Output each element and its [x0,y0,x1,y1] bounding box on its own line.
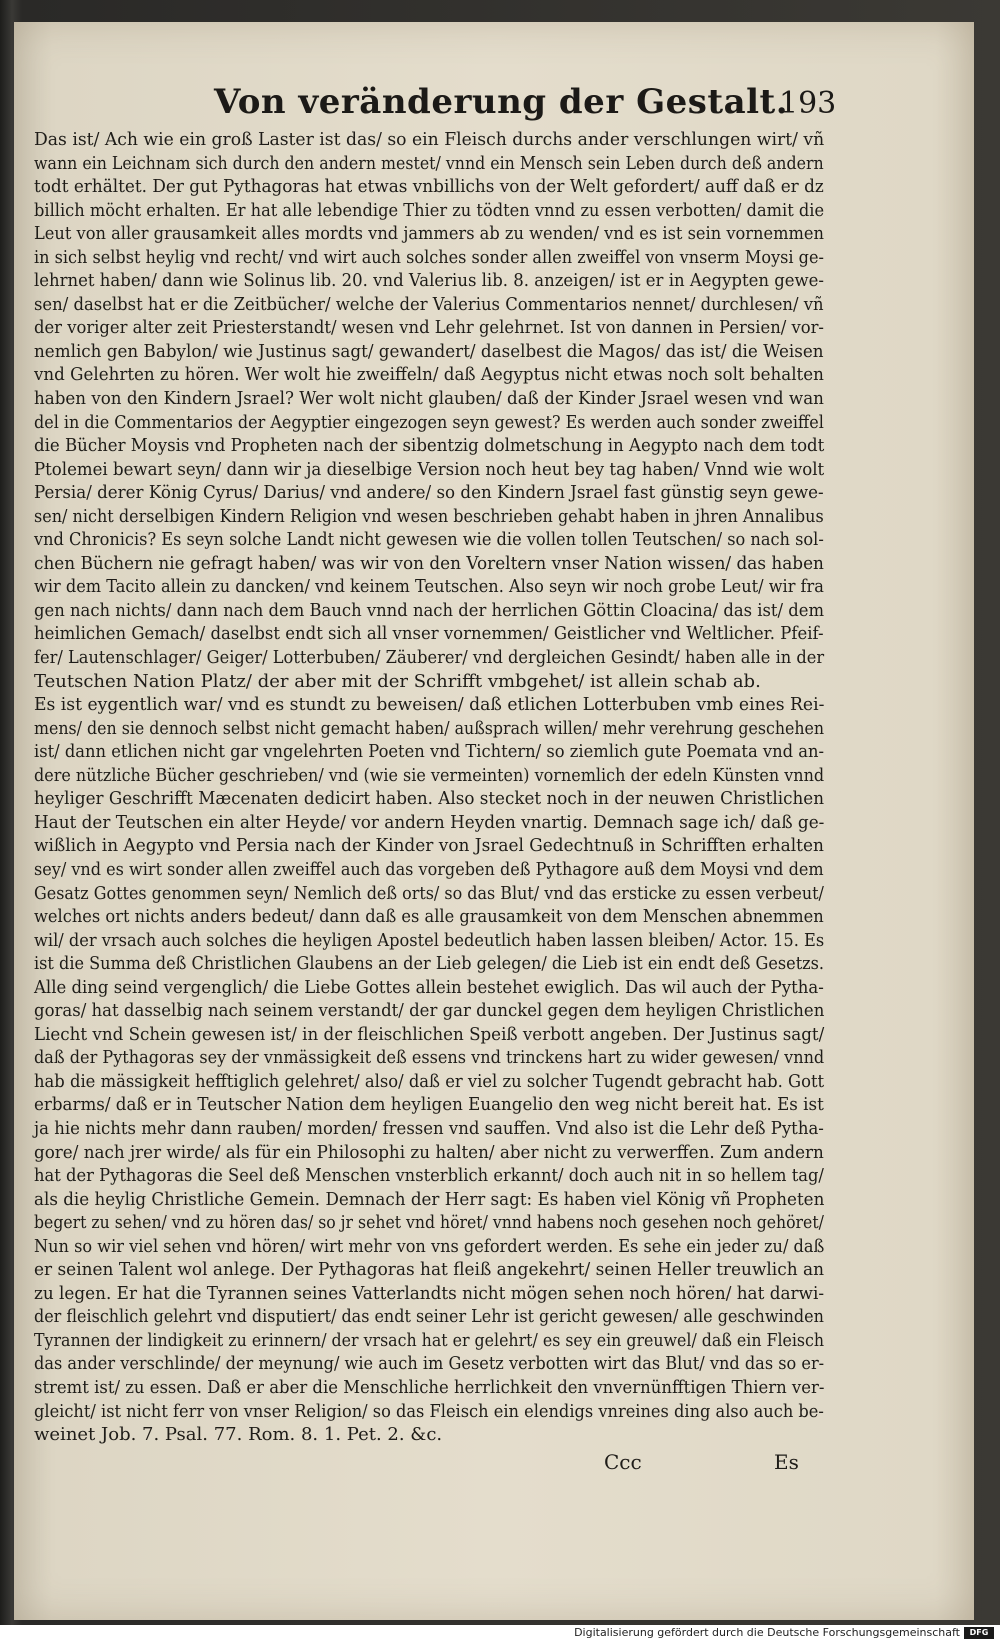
text-line: fer/ Lautenschlager/ Geiger/ Lotterbuben/ Zäuberer/ vnd dergleichen Gesindt/ haben alle in der [34,647,825,669]
text-line: er seinen Talent wol anlege. Der Pythagoras hat fleiß angekehrt/ seinen Heller treuwlich an [34,1259,824,1281]
footer-bar [0,1625,1000,1641]
text-line: Tyrannen der lindigkeit zu erinnern/ der vrsach hat er gelehrt/ es sey ein greuwel/ daß ein Fleisch [34,1329,825,1351]
text-line: welches ort nichts anders bedeut/ dann daß es alle grausamkeit von dem Menschen abnemmen [34,906,824,928]
text-line: Ptolemei bewart seyn/ dann wir ja dieselbige Version noch heut bey tag haben/ Vnnd wie wolt [34,458,825,480]
dfg-logo: DFG [964,1627,994,1639]
text-line: lehrnet haben/ dann wie Solinus lib. 20. vnd Valerius lib. 8. anzeigen/ ist er in Aegypten gewe- [34,270,825,292]
text-line: sen/ daselbst hat er die Zeitbücher/ welche der Valerius Commentarios nennet/ durchlesen/ vñ [34,293,824,315]
text-line: billich möcht erhalten. Er hat alle lebendige Thier zu tödten vnnd zu essen verbotten/ damit die [34,199,825,221]
text-line: Es ist eygentlich war/ vnd es stundt zu beweisen/ daß etlichen Lotterbuben vmb eines Rei- [34,694,825,716]
text-line: weinet Job. 7. Psal. 77. Rom. 8. 1. Pet. 2. &c. [34,1424,443,1446]
text-line: wir dem Tacito allein zu dancken/ vnd keinem Teutschen. Also seyn wir noch grobe Leut/ wir fra [34,576,824,598]
text-line: chen Büchern nie gefragt haben/ was wir von den Voreltern vnser Nation wissen/ das haben [34,552,824,574]
text-line: heimlichen Gemach/ daselbst endt sich all vnser vornemmen/ Geistlicher vnd Weltlicher. Pfeif- [34,623,824,645]
book-page [14,22,974,1620]
text-line: ja hie nichts mehr dann rauben/ morden/ fressen vnd sauffen. Vnd also ist die Lehr deß Pytha- [34,1117,824,1139]
text-line: dere nützliche Bücher geschrieben/ vnd (wie sie vermeinten) vornemlich der edeln Künsten vnnd [34,764,825,786]
signature-mark: Ccc [604,1450,642,1474]
text-line: hab die mässigkeit hefftiglich gelehret/ also/ daß er viel zu solcher Tugendt gebracht hab. Gott [34,1070,825,1092]
catchword: Es [774,1450,799,1474]
text-line: die Bücher Moysis vnd Propheten nach der sibentzig dolmetschung in Aegypto nach dem todt [34,435,825,457]
text-line: Leut von aller grausamkeit alles mordts vnd jammers ab zu wenden/ vnd es ist sein vornemmen [34,223,824,245]
running-title: Von veränderung der Gestalt. [214,82,789,122]
text-line: Nun so wir viel sehen vnd hören/ wirt mehr von vns gefordert werden. Es sehe ein jeder zu/ daß [34,1235,825,1257]
text-line: begert zu sehen/ vnd zu hören das/ so jr sehet vnd höret/ vnnd habens noch gesehen noch gehöret/ [34,1212,824,1234]
footer-credit: Digitalisierung gefördert durch die Deutsche Forschungsgemeinschaft [574,1626,960,1639]
text-line: erbarms/ daß er in Teutscher Nation dem heyligen Euangelio den weg nicht bereit hat. Es ist [34,1094,824,1116]
text-line: vnd Chronicis? Es seyn solche Landt nicht gewesen wie die vollen tollen Teutschen/ so nach sol- [34,529,824,551]
text-line: sen/ nicht derselbigen Kindern Religion vnd wesen beschrieben gehabt haben in jhren Annalibus [34,505,824,527]
text-line: nemlich gen Babylon/ wie Justinus sagt/ gewandert/ daselbest die Magos/ das ist/ die Weisen [34,340,824,362]
text-line: haben von den Kindern Jsrael? Wer wolt nicht glauben/ daß der Kinder Jsrael wesen vnd wan [34,388,824,410]
text-line: sey/ vnd es wirt sonder allen zweiffel auch das vorgeben deß Pythagore auß dem Moysi vnd dem [34,858,824,880]
page-header [214,82,837,130]
text-line: daß der Pythagoras sey der vnmässigkeit deß essens vnd trinckens hart zu wider gewesen/ vnnd [34,1047,825,1069]
text-line: das ander verschlinde/ der meynung/ wie auch im Gesetz verbotten wirt das Blut/ vnd das so er- [34,1353,825,1375]
text-line: gore/ nach jrer wirde/ als für ein Philosophi zu halten/ aber nicht zu verwerffen. Zum andern [34,1141,824,1163]
text-line: Haut der Teutschen ein alter Heyde/ vor andern Heyden vnartig. Demnach sage ich/ daß ge- [34,811,825,833]
text-line: heyliger Geschrifft Mæcenaten dedicirt haben. Also stecket noch in der neuwen Christlichen [34,788,824,810]
text-line: ist die Summa deß Christlichen Glaubens an der Lieb gelegen/ die Lieb ist ein endt deß Gesetzs. [34,953,825,975]
text-line: Teutschen Nation Platz/ der aber mit der Schrifft vmbgehet/ ist allein schab ab. [34,670,761,692]
text-line: Persia/ derer König Cyrus/ Darius/ vnd andere/ so den Kindern Jsrael fast günstig seyn gewe- [34,482,824,504]
text-line: stremt ist/ zu essen. Daß er aber die Menschliche herrlichkeit den vnvernünfftigen Thiern ver- [34,1376,825,1398]
text-line: wißlich in Aegypto vnd Persia nach der Kinder von Jsrael Gedechtnuß in Schrifften erhalten [34,835,824,857]
text-line: wann ein Leichnam sich durch den andern mestet/ vnnd ein Mensch sein Leben durch deß andern [34,152,824,174]
text-line: gen nach nichts/ dann nach dem Bauch vnnd nach der herrlichen Göttin Cloacina/ das ist/ dem [34,599,824,621]
text-line: Liecht vnd Schein gewesen ist/ in der fleischlichen Speiß verbott angeben. Der Justinus sagt/ [34,1023,825,1045]
text-line: del in die Commentarios der Aegyptier eingezogen seyn gewest? Es werden auch sonder zweiffel [34,411,824,433]
catchwords [604,1450,834,1480]
text-line: todt erhältet. Der gut Pythagoras hat etwas vnbillichs von der Welt gefordert/ auff daß er dz [34,176,824,198]
text-line: gleicht/ ist nicht ferr von vnser Religion/ so das Fleisch ein elendigs vnreines ding also auch be- [34,1400,824,1422]
text-line: vnd Gelehrten zu hören. Wer wolt hie zweiffeln/ daß Aegyptus nicht etwas noch solt behalten [34,364,824,386]
text-line: Gesatz Gottes genommen seyn/ Nemlich deß orts/ so das Blut/ vnd das ersticke zu essen verbeut/ [34,882,824,904]
page-number: 193 [779,86,837,121]
text-line: wil/ der vrsach auch solches die heyligen Apostel bedeutlich haben lassen bleiben/ Actor. 15. Es [34,929,825,951]
text-line: der fleischlich gelehrt vnd disputiert/ das endt seiner Lehr ist gericht gewesen/ alle geschwinden [34,1306,824,1328]
text-line: mens/ den sie dennoch selbst nicht gemacht haben/ außsprach willen/ mehr verehrung geschehen [34,717,825,739]
body-text [34,128,824,1447]
text-line: zu legen. Er hat die Tyrannen seines Vatterlandts nicht mögen sehen noch hören/ hat darwi- [34,1282,825,1304]
text-line: Alle ding seind vergenglich/ die Liebe Gottes allein bestehet ewiglich. Das wil auch der Pytha- [34,976,824,998]
text-line: hat der Pythagoras die Seel deß Menschen vnsterblich erkannt/ doch auch nit in so hellem tag/ [34,1165,824,1187]
text-line: als die heylig Christliche Gemein. Demnach der Herr sagt: Es haben viel König vñ Propheten [34,1188,825,1210]
text-line: Das ist/ Ach wie ein groß Laster ist das/ so ein Fleisch durchs ander verschlungen wirt/ vñ [34,129,825,150]
text-line: der voriger alter zeit Priesterstandt/ wesen vnd Lehr gelehrnet. Ist von dannen in Persien/ vor- [34,317,824,339]
text-line: goras/ hat dasselbig nach seinem verstandt/ der gar dunckel gegen dem heyligen Christlichen [34,1000,825,1022]
text-line: in sich selbst heylig vnd recht/ vnd wirt auch solches sonder allen zweiffel von vnserm Moysi ge- [34,246,824,268]
text-line: ist/ dann etlichen nicht gar vngelehrten Poeten vnd Tichtern/ so ziemlich gute Poemata vnd an- [34,741,825,763]
